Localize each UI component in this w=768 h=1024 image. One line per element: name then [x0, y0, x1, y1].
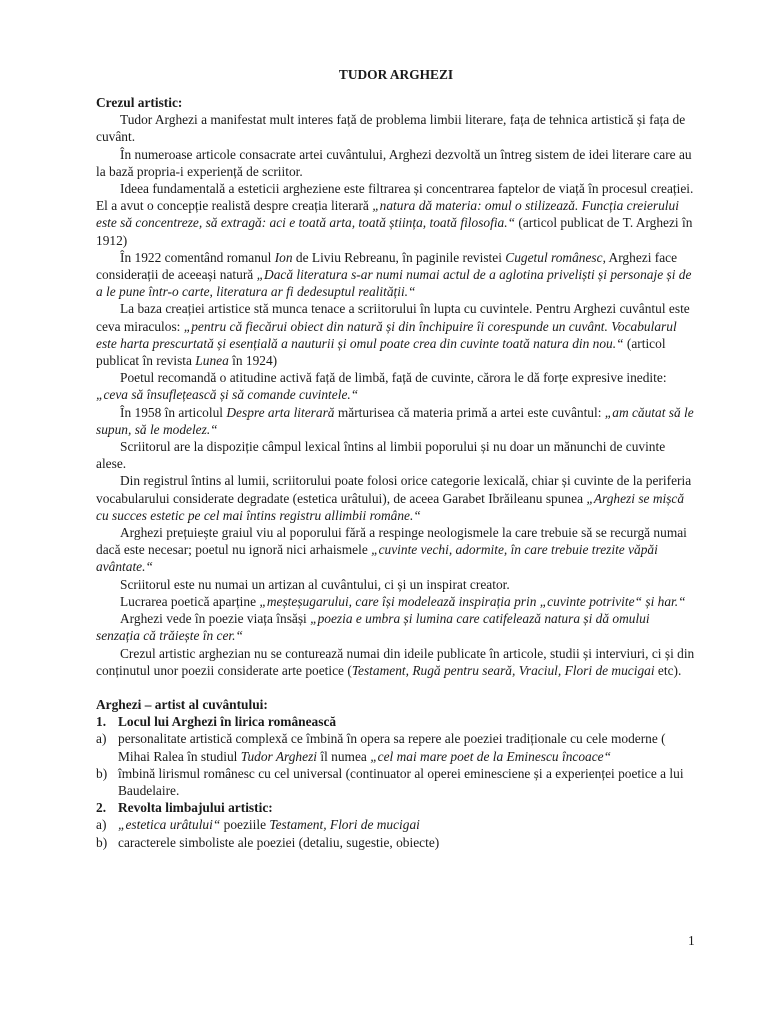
text-run: Din registrul întins al lumii, scriitorului poate folosi orice categorie lexicală, chiar și cuvinte de la periferia vocabularului considerate degradate (estetica urâtului), de aceea Garabet Ibrăileanu spunea: [96, 473, 692, 506]
paragraph: [96, 369, 696, 403]
text-run: Ideea fundamentală a esteticii argheziene este filtrarea și concentrarea faptelor de viață în procesul creației. El a avut o concepție realistă despre creația literară: [96, 181, 694, 214]
list-item-text: [118, 730, 696, 764]
paragraph: [96, 249, 696, 301]
section-heading-artist: Arghezi – artist al cuvântului:: [96, 696, 268, 712]
italic-text: „ceva să însuflețească și să comande cuvintele.“: [96, 387, 359, 403]
text-run: În 1958 în articolul: [120, 404, 227, 420]
text-run: în 1924): [228, 353, 278, 369]
list-item: [96, 765, 696, 799]
list-item: [96, 834, 696, 851]
list-item-text: [118, 834, 696, 851]
text-run: îmbină lirismul românesc cu cel universal (continuator al operei eminesciene și a experienței poetice a lui Baudelaire.: [118, 765, 684, 798]
text-run: În numeroase articole consacrate artei cuvântului, Arghezi dezvoltă un întreg sistem de idei literare care au la bază propria-i experiență de scriitor.: [96, 146, 692, 179]
document-title: TUDOR ARGHEZI: [338, 67, 454, 82]
italic-text: Despre arta literară: [226, 404, 335, 420]
list-item: [96, 816, 696, 833]
italic-text: Testament, Flori de mucigai: [269, 817, 420, 833]
text-run: În 1922 comentând romanul: [120, 249, 275, 265]
text-run: Scriitorul este nu numai un artizan al cuvântului, ci și un inspirat creator.: [120, 576, 510, 592]
text-run: Scriitorul are la dispoziție câmpul lexical întins al limbii poporului și nu doar un mănunchi de cuvinte alese.: [96, 439, 666, 472]
paragraph: [96, 576, 696, 593]
paragraph: [96, 146, 696, 180]
text-run: etc).: [654, 662, 682, 678]
italic-text: „natura dă materia: omul o stilizează. Funcția creierului este să concentreze, să extragă: aci e toată arta, toată știința, toată filosofia.“: [96, 198, 679, 231]
list-item: [96, 730, 696, 764]
text-run: La baza creației artistice stă munca tenace a scriitorului în lupta cu cuvintele. Pentru Arghezi cuvântul este ceva miraculos:: [96, 301, 690, 334]
italic-text: „meșteșugarului, care își modelează inspirația prin „cuvinte potrivite“ și har.“: [259, 593, 686, 609]
text-run: , Arghezi face considerații de aceeași natură: [96, 249, 678, 283]
italic-text: Ion: [274, 249, 293, 265]
list-item-text: [118, 765, 696, 799]
spacer: [96, 679, 696, 696]
italic-text: „am căutat să le supun, să le modelez.“: [96, 404, 694, 437]
paragraph: [96, 180, 696, 249]
subsection-title: Revolta limbajului artistic:: [118, 800, 273, 816]
text-run: Tudor Arghezi a manifestat mult interes față de problema limbii literare, fața de tehnica artistică și fața de cuvânt.: [96, 112, 686, 145]
italic-text: Cugetul românesc: [505, 249, 603, 265]
text-run: Lucrarea poetică aparține: [120, 593, 260, 609]
italic-text: „Dacă literatura s-ar numi numai actul de a aglotina priveliști și personaje și de a le pune într-o carte, literatura ar fi dedesuptul realității.“: [96, 267, 692, 300]
text-run: Crezul artistic arghezian nu se conturează numai din ideile publicate în articole, studii și interviuri, ci și din conținutul unor poezii considerate arte poetice (: [96, 645, 695, 678]
italic-text: „cuvinte vechi, adormite, în care trebuie trezite văpăi avântate.“: [96, 542, 658, 575]
paragraph: [96, 404, 696, 438]
text-run: Poetul recomandă o atitudine activă față de limbă, față de cuvinte, cărora le dă forțe expresive inedite:: [120, 370, 667, 386]
subsection-number: 2.: [96, 800, 107, 816]
paragraph: [96, 472, 696, 524]
paragraph: [96, 593, 696, 610]
page-number: 1: [688, 933, 695, 948]
document-body: [96, 66, 696, 851]
subsection-number: 1.: [96, 714, 107, 730]
list-item-text: [118, 816, 696, 833]
italic-text: Testament, Rugă pentru seară, Vraciul, Flori de mucigai: [351, 662, 655, 678]
paragraph: [96, 438, 696, 472]
list-item-letter: a): [96, 817, 107, 833]
paragraph: [96, 111, 696, 145]
list-item-letter: a): [96, 731, 107, 747]
italic-text: Tudor Arghezi: [240, 748, 318, 764]
text-run: îl numea: [317, 748, 371, 764]
subsection-title: Locul lui Arghezi în lirica românească: [118, 714, 337, 730]
italic-text: „estetica urâtului“: [118, 817, 221, 833]
italic-text: „poezia e umbra și lumina care catifelează natura și dă omului senzația că trăiește în cer.“: [96, 611, 650, 644]
text-run: de Liviu Rebreanu, în paginile revistei: [292, 249, 506, 265]
text-run: personalitate artistică complexă ce îmbină în opera sa repere ale poeziei tradiționale cu cele moderne ( Mihai Ralea în studiul: [118, 731, 666, 764]
italic-text: „pentru că fiecărui obiect din natură și din închipuire îi corespunde un cuvânt. Vocabularul este harta prescurtată și esențială a nauturii și omul poate crea din cuvinte toată natura din nou.“: [96, 318, 677, 351]
paragraph: [96, 610, 696, 644]
list-item-letter: b): [96, 765, 108, 781]
text-run: poeziile: [220, 817, 270, 833]
text-run: Arghezi vede în poezie viața însăși: [120, 611, 311, 627]
paragraph: [96, 645, 696, 679]
italic-text: „Arghezi se mișcă cu succes estetic pe cel mai întins registru allimbii române.“: [96, 490, 685, 523]
text-run: Arghezi prețuiește graiul viu al poporului fără a respinge neologismele la care trebuie să se recurgă numai dacă este necesar; poetul nu ignoră nici arhaismele: [96, 525, 687, 558]
text-run: caracterele simboliste ale poeziei (detaliu, sugestie, obiecte): [118, 834, 440, 850]
paragraph: [96, 300, 696, 369]
list-item-letter: b): [96, 834, 108, 850]
subsection-2-items: [96, 816, 696, 850]
crez-paragraphs: [96, 111, 696, 679]
text-run: (articol publicat în revista: [96, 335, 666, 369]
text-run: (articol publicat de T. Arghezi în 1912): [96, 215, 693, 248]
subsection-2-heading: [96, 799, 696, 816]
text-run: mărturisea că materia primă a artei este cuvântul:: [334, 404, 605, 420]
italic-text: „cel mai mare poet de la Eminescu încoace“: [370, 748, 612, 764]
section-heading-crez: Crezul artistic:: [96, 95, 183, 110]
subsection-1-heading: [96, 713, 696, 730]
subsection-1-items: [96, 730, 696, 799]
italic-text: Lunea: [195, 353, 229, 369]
paragraph: [96, 524, 696, 576]
